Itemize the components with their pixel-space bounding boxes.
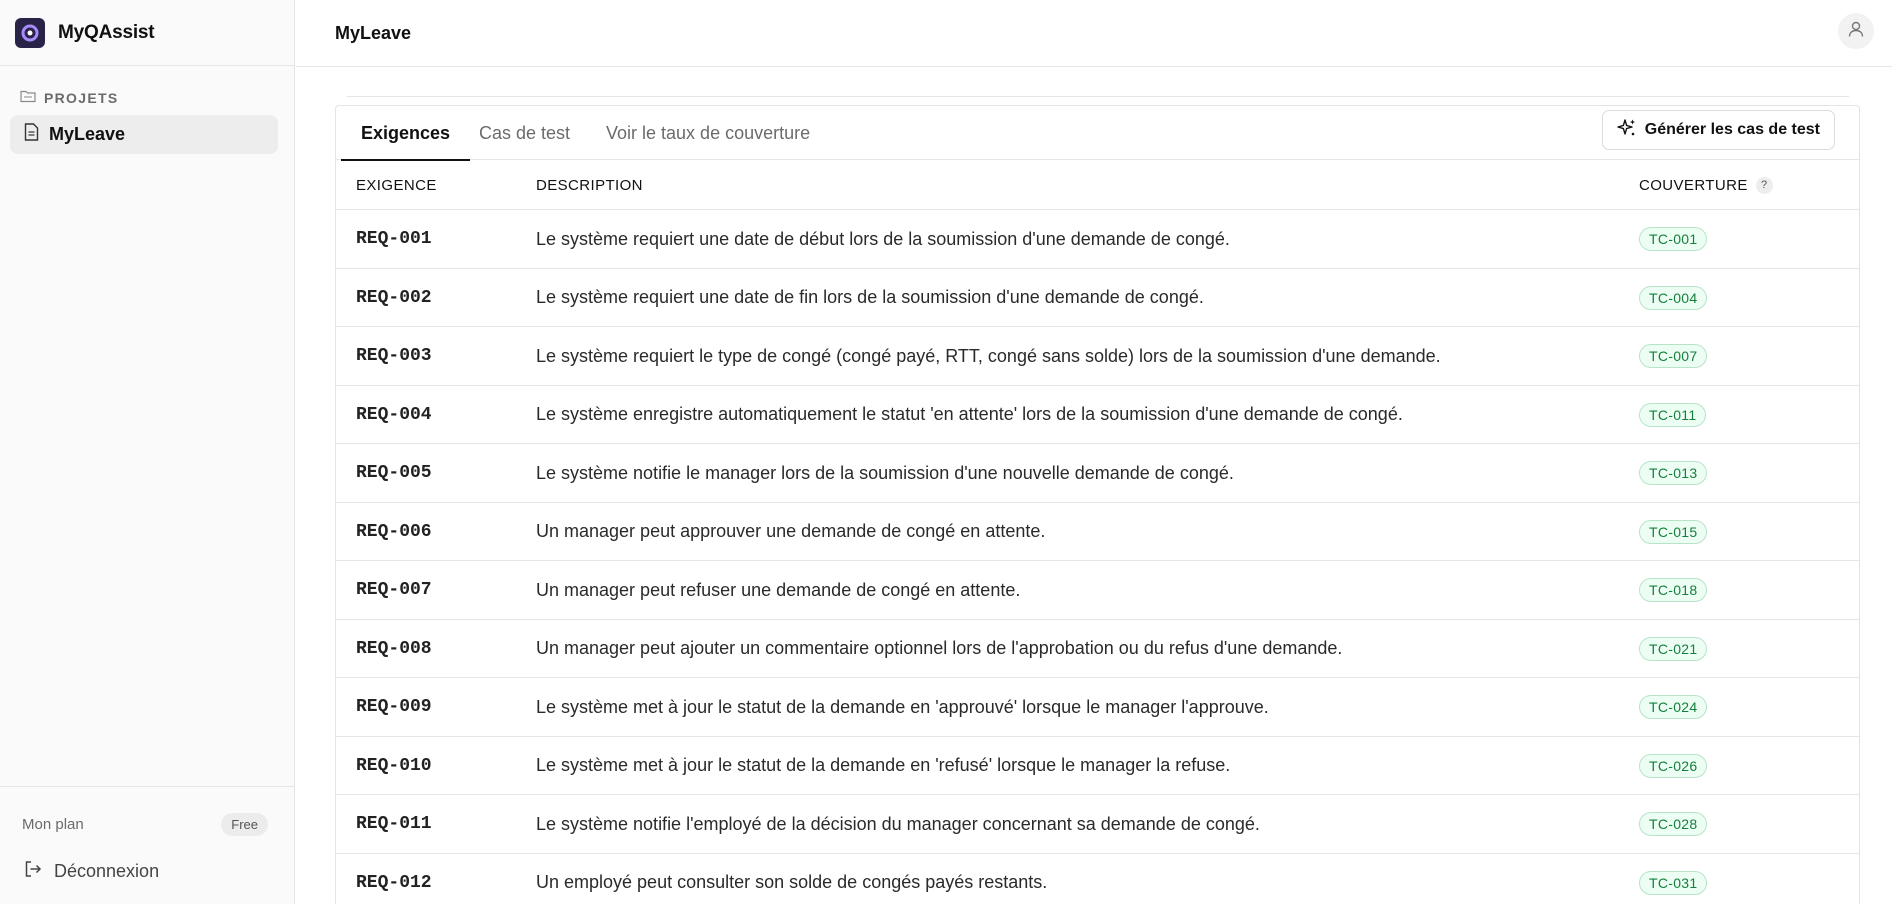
test-case-badge[interactable]: TC-013 <box>1639 461 1707 485</box>
sparkles-icon <box>1617 118 1637 143</box>
coverage-cell <box>1639 561 1707 619</box>
test-case-badge[interactable]: TC-004 <box>1639 286 1707 310</box>
col-header-couverture <box>1639 160 1773 210</box>
coverage-cell <box>1639 269 1707 327</box>
logout-label: Déconnexion <box>54 861 160 881</box>
requirement-id: REQ-009 <box>356 697 432 717</box>
requirement-id: REQ-012 <box>356 872 432 893</box>
tabs <box>336 106 1859 160</box>
table-row[interactable] <box>336 503 1859 562</box>
coverage-cell <box>1639 854 1707 904</box>
table-row[interactable] <box>336 854 1859 904</box>
table-row[interactable] <box>336 444 1859 503</box>
plan-badge: Free <box>221 813 268 836</box>
test-case-badge[interactable]: TC-018 <box>1639 578 1707 602</box>
requirement-id: REQ-003 <box>356 346 432 366</box>
requirement-description: Le système met à jour le statut de la demande en 'approuvé' lorsque le manager l'approuve. <box>536 696 1269 717</box>
document-icon <box>24 123 39 146</box>
sidebar-item-myleave[interactable] <box>10 115 278 154</box>
user-menu-button[interactable] <box>1838 13 1874 49</box>
sidebar-footer <box>0 786 295 861</box>
requirement-id: REQ-002 <box>356 287 432 308</box>
coverage-cell <box>1639 327 1707 385</box>
page-title: MyLeave <box>335 22 412 43</box>
brand-name: MyQAssist <box>58 21 155 43</box>
table-row[interactable] <box>336 269 1859 328</box>
requirement-id: REQ-007 <box>356 580 432 600</box>
table-row[interactable] <box>336 678 1859 737</box>
logout-icon <box>24 860 42 883</box>
test-case-badge[interactable]: TC-001 <box>1639 227 1707 251</box>
requirement-description: Un manager peut refuser une demande de congé en attente. <box>536 579 1021 600</box>
requirement-id: REQ-005 <box>356 463 432 483</box>
coverage-cell <box>1639 503 1707 561</box>
test-case-badge[interactable]: TC-026 <box>1639 754 1707 778</box>
table-row[interactable] <box>336 327 1859 386</box>
coverage-cell <box>1639 620 1707 678</box>
sidebar-item-label: MyLeave <box>49 124 126 144</box>
generate-test-cases-button[interactable] <box>1602 110 1835 150</box>
coverage-cell <box>1639 678 1707 736</box>
coverage-cell <box>1639 444 1707 502</box>
requirement-id: REQ-004 <box>356 404 432 425</box>
requirements-card <box>335 105 1860 904</box>
requirement-id: REQ-011 <box>356 814 432 834</box>
requirement-description: Un employé peut consulter son solde de congés payés restants. <box>536 872 1048 892</box>
requirement-description: Le système enregistre automatiquement le statut 'en attente' lors de la soumission d'une demande de congé. <box>536 404 1403 424</box>
requirement-description: Le système requiert le type de congé (congé payé, RTT, congé sans solde) lors de la soumission d'une demande. <box>536 345 1441 366</box>
divider <box>347 96 1849 97</box>
test-case-badge[interactable]: TC-007 <box>1639 344 1707 368</box>
table-row[interactable] <box>336 620 1859 679</box>
col-header-exigence[interactable]: EXIGENCE <box>356 176 437 194</box>
requirement-description: Le système notifie le manager lors de la soumission d'une nouvelle demande de congé. <box>536 462 1234 483</box>
requirement-description: Le système requiert une date de début lors de la soumission d'une demande de congé. <box>536 228 1230 249</box>
plan-row <box>0 787 295 861</box>
tab-cas-de-test[interactable]: Cas de test <box>479 122 571 143</box>
brand-logo-icon <box>15 18 45 48</box>
table-row[interactable] <box>336 561 1859 620</box>
requirement-id: REQ-006 <box>356 521 432 542</box>
brand[interactable] <box>0 0 294 66</box>
requirement-description: Le système requiert une date de fin lors de la soumission d'une demande de congé. <box>536 287 1204 307</box>
requirement-description: Un manager peut approuver une demande de congé en attente. <box>536 521 1046 541</box>
requirement-description: Le système notifie l'employé de la décision du manager concernant sa demande de congé. <box>536 813 1260 834</box>
test-case-badge[interactable]: TC-015 <box>1639 520 1707 544</box>
coverage-cell <box>1639 737 1707 795</box>
plan-label: Mon plan <box>22 815 84 833</box>
coverage-cell <box>1639 210 1707 268</box>
couverture-label: COUVERTURE <box>1639 176 1748 194</box>
table-row[interactable] <box>336 795 1859 854</box>
projects-label: PROJETS <box>44 90 119 106</box>
help-icon[interactable]: ? <box>1756 177 1773 194</box>
user-icon <box>1847 20 1865 43</box>
top-header <box>296 0 1892 67</box>
table-header <box>336 160 1859 210</box>
coverage-cell <box>1639 386 1706 444</box>
table-row[interactable] <box>336 210 1859 269</box>
requirement-description: Un manager peut ajouter un commentaire optionnel lors de l'approbation ou du refus d'une demande. <box>536 638 1343 658</box>
test-case-badge[interactable]: TC-011 <box>1639 403 1706 427</box>
col-header-description[interactable]: DESCRIPTION <box>536 176 643 194</box>
coverage-cell <box>1639 795 1707 853</box>
test-case-badge[interactable]: TC-028 <box>1639 812 1707 836</box>
requirement-id: REQ-010 <box>356 755 432 776</box>
tab-taux-couverture[interactable]: Voir le taux de couverture <box>606 122 811 143</box>
requirement-id: REQ-001 <box>356 229 432 249</box>
folder-icon <box>20 89 36 108</box>
sidebar <box>0 0 295 904</box>
generate-label: Générer les cas de test <box>1644 121 1820 138</box>
projects-section-title <box>20 88 294 108</box>
test-case-badge[interactable]: TC-024 <box>1639 695 1707 719</box>
table-row[interactable] <box>336 737 1859 796</box>
logout-button[interactable] <box>24 860 159 883</box>
table-row[interactable] <box>336 386 1859 445</box>
requirement-description: Le système met à jour le statut de la demande en 'refusé' lorsque le manager la refuse. <box>536 755 1231 775</box>
requirement-id: REQ-008 <box>356 638 432 659</box>
table-body <box>336 210 1859 904</box>
test-case-badge[interactable]: TC-031 <box>1639 871 1707 895</box>
test-case-badge[interactable]: TC-021 <box>1639 637 1707 661</box>
tab-exigences[interactable]: Exigences <box>341 106 470 160</box>
